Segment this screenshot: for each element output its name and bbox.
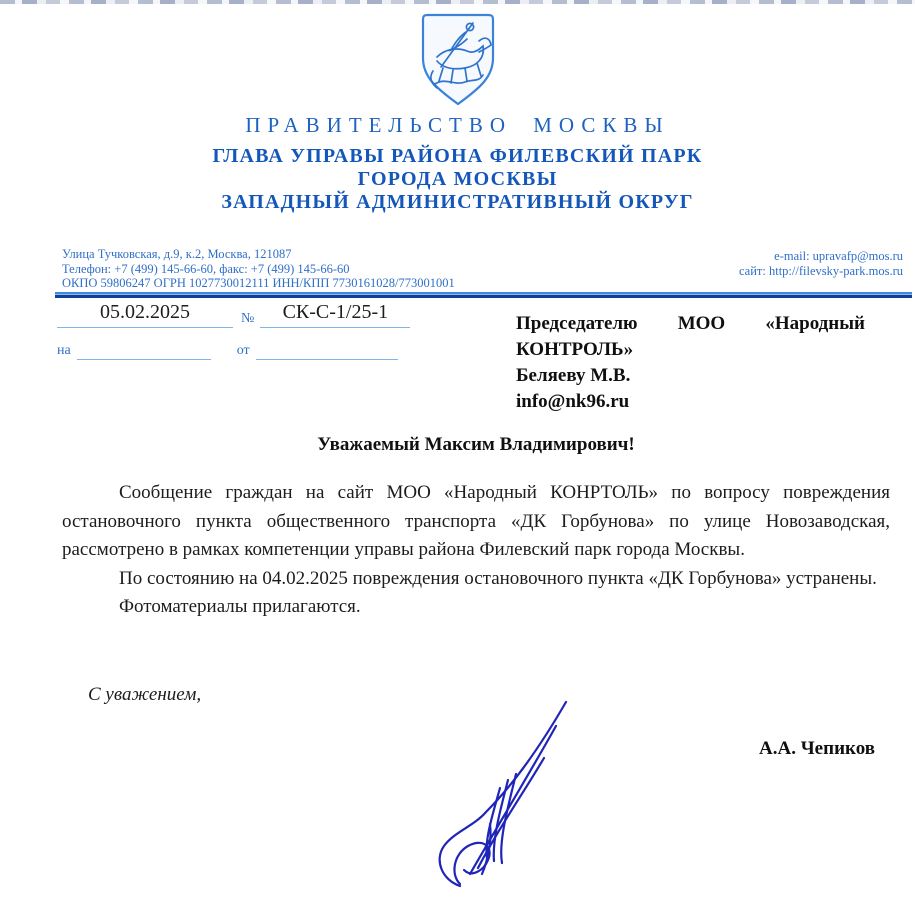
body-paragraph-2: По состоянию на 04.02.2025 повреждения остановочного пункта «ДК Горбунова» устранены. xyxy=(119,567,877,589)
contact-street-address: Улица Тучковская, д.9, к.2, Москва, 121087 xyxy=(62,247,292,261)
from-date-label: от xyxy=(236,343,250,358)
letter-body xyxy=(62,479,890,622)
moscow-coat-of-arms-icon xyxy=(421,13,495,112)
in-reply-to-label: на xyxy=(57,343,71,358)
from-date-blank-field xyxy=(256,343,398,360)
salutation-line: Уважаемый Максим Владимирович! xyxy=(317,434,635,455)
addressee-email: info@nk96.ru xyxy=(516,391,630,412)
reference-fields xyxy=(57,301,415,360)
addressee-organization: Председателю МОО «Народный КОНТРОЛЬ» xyxy=(516,313,865,360)
contact-address-block xyxy=(62,247,455,291)
contact-email: e-mail: upravafp@mos.ru xyxy=(774,249,903,263)
letter-date-field: 05.02.2025 xyxy=(57,301,233,328)
organization-title xyxy=(0,145,915,214)
scan-noise-strip xyxy=(0,0,915,4)
contact-phone-fax: Телефон: +7 (499) 145-66-60, факс: +7 (499) 145-66-60 xyxy=(62,261,350,276)
body-paragraph-1: Сообщение граждан на сайт МОО «Народный КОНРТОЛЬ» по вопросу повреждения остановочного пункта общественного транспорта «ДК Горбунова» по улице Новозаводская, рассмотрено в рамках компетенции управы района Филевский парк города Москвы. xyxy=(62,482,890,561)
closing-phrase: С уважением, xyxy=(88,684,202,705)
contact-info-bar xyxy=(62,247,903,291)
number-sign-label: № xyxy=(241,311,255,326)
addressee-block xyxy=(516,311,865,415)
contact-web-block xyxy=(739,247,903,291)
reference-row-reply xyxy=(57,343,415,360)
org-title-line3: ЗАПАДНЫЙ АДМИНИСТРАТИВНЫЙ ОКРУГ xyxy=(221,191,694,213)
government-title: ПРАВИТЕЛЬСТВО МОСКВЫ xyxy=(245,113,670,137)
signer-name: А.А. Чепиков xyxy=(759,738,875,759)
in-reply-to-blank-field xyxy=(77,343,211,360)
org-title-line2: ГОРОДА МОСКВЫ xyxy=(357,168,558,190)
contact-website: сайт: http://filevsky-park.mos.ru xyxy=(738,263,903,278)
handwritten-signature-icon xyxy=(430,688,595,898)
header-divider-rule xyxy=(55,292,912,298)
contact-registry-codes: ОКПО 59806247 ОГРН 1027730012111 ИНН/КПП 7730161028/773001001 xyxy=(62,276,455,290)
body-paragraph-3: Фотоматериалы прилагаются. xyxy=(119,596,361,618)
reference-row-date-number xyxy=(57,301,415,328)
addressee-person: Беляеву М.В. xyxy=(516,365,631,386)
letter-number-field: СК-С-1/25-1 xyxy=(260,301,410,328)
org-title-line1: ГЛАВА УПРАВЫ РАЙОНА ФИЛЕВСКИЙ ПАРК xyxy=(212,145,703,167)
